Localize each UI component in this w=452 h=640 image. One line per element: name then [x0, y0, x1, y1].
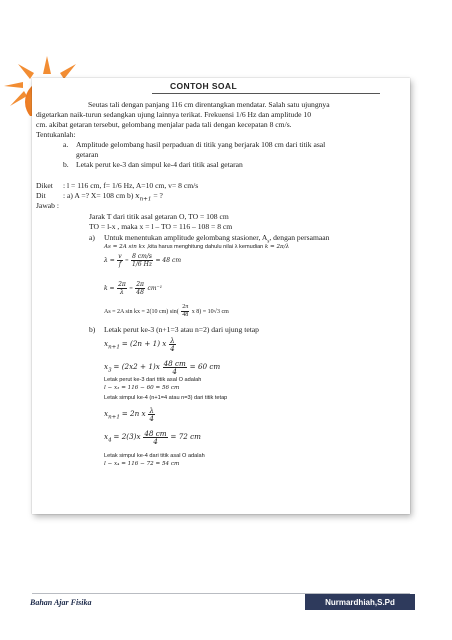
- part-a-formula-line: As = 2A sin kx ,kita harus menghitung dahulu nilai λ kemudian k = 2π/λ: [104, 244, 290, 250]
- known-label: Diket: [36, 181, 53, 190]
- part-b-text: Letak perut ke-3 (n+1=3 atau n=2) dari ujung tetap: [104, 325, 259, 334]
- antinode-note-equation: l − x₃ = 116 − 60 = 56 cm: [104, 385, 180, 391]
- node-note: Letak simpul ke-4 (n+1=4 atau n=3) dari titik tetap: [104, 395, 228, 401]
- node-formula: $x_{n+1} = 2n$ x $\frac{\lambda}{4}$: [104, 406, 154, 423]
- node-note-result: Letak simpul ke-4 dari titik asal O adalah: [104, 453, 205, 459]
- footer-author-badge: Nurmardhiah,S.Pd: [305, 594, 415, 610]
- problem-line-3: cm. akibat getaran tersebut, gelombang menjalar pada tali dengan kecepatan 8 cm/s.: [36, 120, 292, 129]
- antinode-formula: $x_{n+1} = (2n + 1)$ x $\frac{\lambda}{4}$: [104, 336, 175, 353]
- node-calculation: $x_4 = 2(3)x$ $\frac{48 cm}{4}$ = 72 cm: [104, 429, 202, 446]
- question-a-text-cont: getaran: [76, 150, 99, 159]
- k-equation: k = $\frac{2\pi}{\lambda}$ = $\frac{2\pi}{48}$ cm⁻¹: [104, 281, 163, 296]
- part-a-text: Untuk menentukan amplitude gelombang stasioner, $A_s$, dengan persamaan: [104, 233, 330, 245]
- part-a-label: a): [89, 233, 95, 242]
- footer-book-title: Bahan Ajar Fisika: [30, 598, 92, 607]
- question-b-label: b.: [63, 160, 69, 169]
- problem-line-1: Seutas tali dengan panjang 116 cm direntangkan mendatar. Salah satu ujungnya: [88, 100, 330, 109]
- asked-label: Dit: [36, 191, 46, 200]
- answer-line-2: TO = l-x , maka x = l – TO = 116 – 108 = 8 cm: [89, 222, 233, 231]
- lambda-equation: λ = $\frac{v}{f}$ = $\frac{8 cm/s}{1/6 Hz}$ = 48 cm: [104, 253, 182, 268]
- answer-label: Jawab :: [36, 201, 59, 210]
- problem-line-2: digetarkan naik-turun sedangkan ujung lainnya terikat. Frekuensi 1/6 Hz dan amplitude 10: [36, 110, 311, 119]
- question-b-text: Letak perut ke-3 dan simpul ke-4 dari titik asal getaran: [76, 160, 243, 169]
- node-note-equation: l − x₄ = 116 − 72 = 54 cm: [104, 461, 180, 467]
- part-b-label: b): [89, 325, 96, 334]
- known-values: : l = 116 cm, f= 1/6 Hz, A=10 cm, v= 8 cm/s: [63, 181, 199, 190]
- card-title: CONTOH SOAL: [170, 81, 238, 91]
- question-a-label: a.: [63, 140, 69, 149]
- asked-values: : a) A =? X= 108 cm b) $x_{n+1}$ = ?: [63, 191, 163, 203]
- antinode-note: Letak perut ke-3 dari titik asal O adalah: [104, 377, 202, 383]
- answer-line-1: Jarak T dari titik asal getaran O, TO = 108 cm: [89, 212, 229, 221]
- antinode-calculation: $x_3 = (2x2 + 1)x$ $\frac{48 cm}{4}$ = 60 cm: [104, 359, 221, 376]
- problem-line-4: Tentukanlah:: [36, 130, 76, 139]
- question-a-text: Amplitude gelombang hasil perpaduan di titik yang berjarak 108 cm dari titik asal: [76, 140, 326, 149]
- title-divider: [152, 93, 380, 94]
- amplitude-equation: As = 2A sin kx = 2(10 cm) sin( $\frac{2\pi}{48}$ x 8) = 10√3 cm: [104, 304, 229, 318]
